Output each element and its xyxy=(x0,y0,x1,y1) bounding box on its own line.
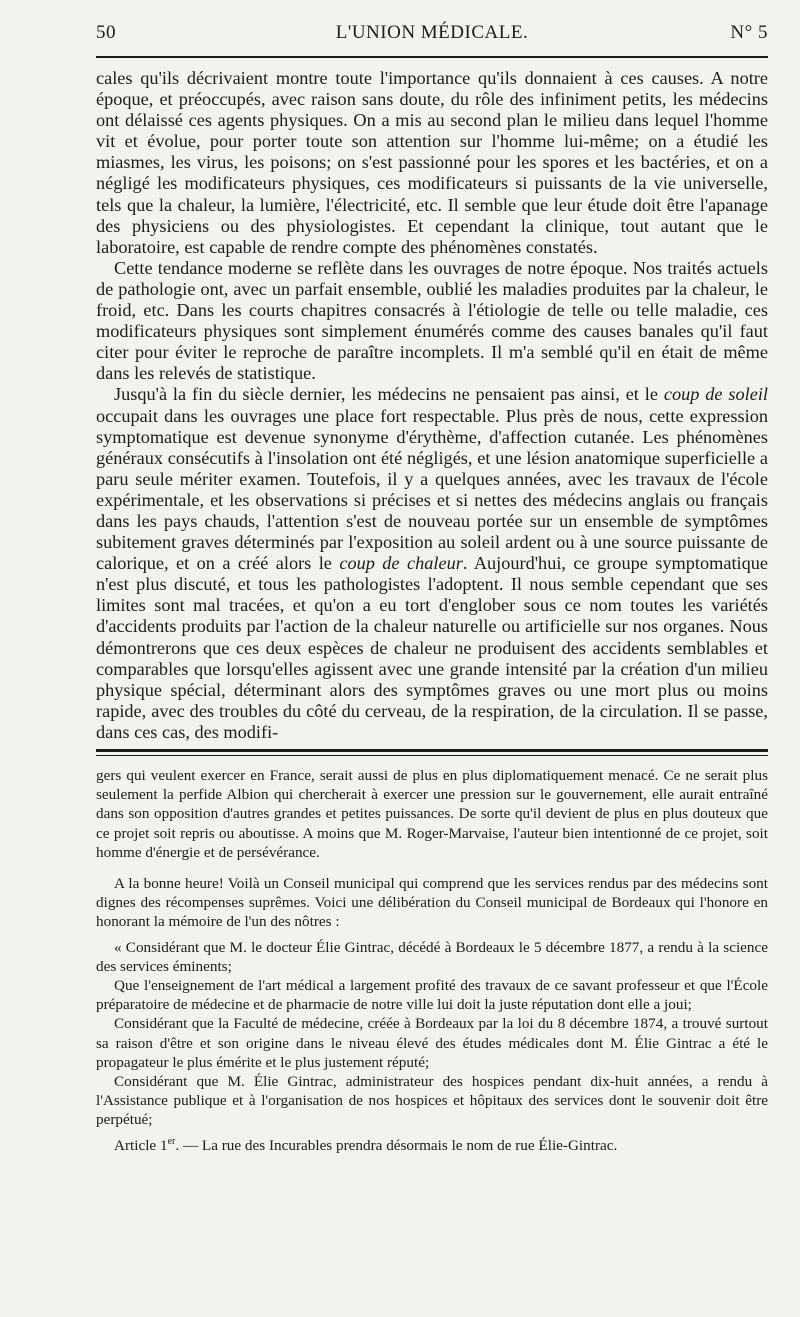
note-paragraph: « Considérant que M. le docteur Élie Gintrac, décédé à Bordeaux le 5 décembre 1877, a rendu à la science des services éminents; xyxy=(96,938,768,975)
main-paragraph xyxy=(96,384,768,743)
text-run: Jusqu'à la fin du siècle dernier, les médecins ne pensaient pas ainsi, et le xyxy=(114,384,664,405)
note-paragraph: Considérant que la Faculté de médecine, créée à Bordeaux par la loi du 8 décembre 1874, a trouvé surtout sa raison d'être et son origine dans le niveau élevé des études médicales dont M. Élie Gintrac a été le propagateur le plus émérite et le plus justement réputé; xyxy=(96,1015,768,1071)
note-paragraph: gers qui veulent exercer en France, serait aussi de plus en plus diplomatiquement menacé. Ce ne serait plus seulement la perfide Albion qui chercherait à exercer une pression sur le gouvernement, elle aurait entraîné dans son opposition d'autres grandes et petites puissances. De sorte qu'il devient de plus en plus douteux que ce projet soit repris ou aboutisse. A moins que M. Roger-Marvaise, l'auteur bien intentionné de ce projet, soit homme d'énergie et de persévérance. xyxy=(96,767,768,861)
running-header xyxy=(96,18,768,46)
text-run: . Aujourd'hui, ce groupe symptomatique n'est plus discuté, et tous les pathologistes l'adoptent. Il nous semble cependant que ses limites sont mal tracées, et qu'on a eu tort d'englober sous ce nom toutes les variétés d'accidents produits par l'action de la chaleur naturelle ou artificielle sur nos organes. Nous démontrerons que ces deux espèces de chaleur ne produisent des accidents semblables et comparables que lorsqu'elles agissent avec une grande intensité par la création d'un milieu physique spécial, déterminant alors des symptômes graves ou une mort plus ou moins rapide, avec des troubles du côté du cerveau, de la respiration, de la circulation. Il se passe, dans ces cas, des modifi- xyxy=(96,553,768,742)
article-text: . — La rue des Incurables prendra désormais le nom de rue Élie-Gintrac. xyxy=(175,1136,618,1154)
article-clause xyxy=(96,1136,768,1155)
text-run: occupait dans les ouvrages une place fort respectable. Plus près de nous, cette expression symptomatique est devenue synonyme d'érythème, d'affection cutanée. Les phénomènes généraux consécutifs à l'insolation ont été négligés, et une lésion anatomique superficielle a paru seule mériter examen. Toutefois, il y a quelques années, avec les travaux de l'école expérimentale, et les observations si précises et si nettes des médecins anglais ou français dans les pays chauds, l'attention s'est de nouveau portée sur un ensemble de symptômes subitement graves déterminés par l'exposition au soleil ardent ou à une source puissante de calorique, et on a créé alors le xyxy=(96,405,768,574)
section-divider xyxy=(96,749,768,756)
note-paragraph: Que l'enseignement de l'art médical a largement profité des travaux de ce savant professeur et que l'École préparatoire de médecine et de pharmacie de notre ville lui doit la juste réputation dont elle a joui; xyxy=(96,977,768,1014)
article-superscript: er xyxy=(167,1135,176,1147)
journal-title: L'UNION MÉDICALE. xyxy=(335,22,529,43)
main-paragraph: Cette tendance moderne se reflète dans les ouvrages de notre époque. Nos traités actuels de pathologie ont, avec un parfait ensemble, oublié les maladies produites par la chaleur, le froid, etc. Dans les courts chapitres consacrés à l'étiologie de telle ou telle maladie, ces modificateurs physiques sont simplement énumérés comme des causes banales qu'il faut citer pour éviter le reproche de paraître incomplets. Il m'a semblé qu'il en était de même dans les relevés de statistique. xyxy=(96,257,768,384)
note-paragraph: A la bonne heure! Voilà un Conseil municipal qui comprend que les services rendus par des médecins sont dignes des récompenses suprêmes. Voici une délibération du Conseil municipal de Bordeaux qui l'honore en honorant la mémoire de l'un des nôtres : xyxy=(96,875,768,931)
issue-number: N° 5 xyxy=(730,22,768,43)
italic-term: coup de chaleur xyxy=(339,553,463,574)
main-article-text xyxy=(96,68,768,743)
feuilleton-notes xyxy=(96,766,768,1155)
main-paragraph: cales qu'ils décrivaient montre toute l'importance qu'ils donnaient à ces causes. A notre époque, et préoccupés, avec raison sans doute, du rôle des infiniment petits, les médecins ont délaissé ces agents physiques. On a mis au second plan le milieu dans lequel l'homme vit et évolue, pour porter toute son attention sur l'homme lui-même; on a étudié les miasmes, les virus, les poisons; on s'est passionné pour les spores et les bactéries, et on a négligé les modificateurs physiques, ces modificateurs si puissants de la vie universelle, tels que la chaleur, la lumière, l'électricité, etc. Il semble que leur étude doit être l'apanage des physiciens ou des physiologistes. Et cependant la clinique, tout autant que le laboratoire, est capable de rendre compte des phénomènes constatés. xyxy=(96,68,768,257)
header-rule xyxy=(96,56,768,58)
note-paragraph: Considérant que M. Élie Gintrac, administrateur des hospices pendant dix-huit années, a rendu à l'Assistance publique et à l'organisation de nos hospices et hôpitaux des services dont le souvenir doit être perpétué; xyxy=(96,1073,768,1129)
page-number: 50 xyxy=(96,22,116,43)
document-page xyxy=(96,18,768,1155)
italic-term: coup de soleil xyxy=(663,384,768,405)
article-label: Article 1 xyxy=(114,1136,168,1154)
